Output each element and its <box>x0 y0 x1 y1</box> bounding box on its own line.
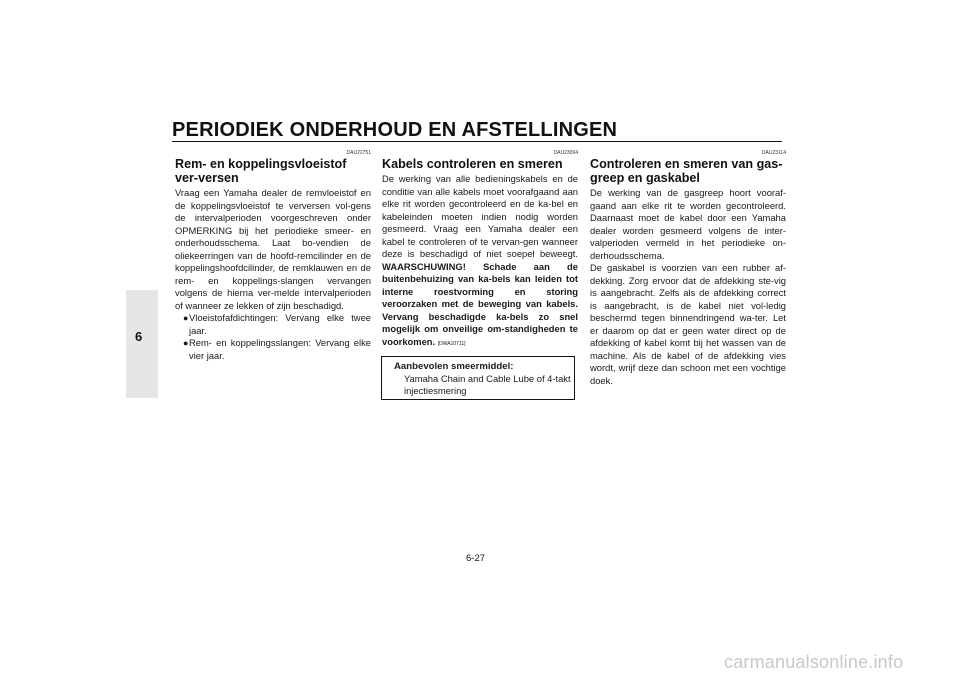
warning-code: [DWA10711] <box>437 340 466 347</box>
bullet-item <box>175 337 371 362</box>
page-number: 6-27 <box>466 553 486 564</box>
section-paragraph: De gaskabel is voorzien van een rubber af-dekking. Zorg ervoor dat de afdekking ste-vig is aangebracht. Zelfs als de afdekking correct is aangebracht, is de kabel niet vol-ledig beschermd tegen binnendringend wa-ter. Let er daarom op dat er geen water direct op de afdekking of kabel komt bij het wassen van de machine. Als de kabel of de afdekking vies wordt, wrijf deze dan schoon met een vochtige doek. <box>590 262 786 386</box>
bullet-text: Rem- en koppelingsslangen: Vervang elke vier jaar. <box>189 337 371 361</box>
warning-text: WAARSCHUWING! Schade aan de buitenbehuizing van ka-bels kan leiden tot interne roestvorming en storing veroorzaken met de beweging van kabels. Vervang beschadigde ka-bels zo snel mogelijk om onveilige om-standigheden te voorkomen. <box>382 260 578 347</box>
section-brake-clutch-fluid <box>175 150 371 362</box>
section-cables <box>382 150 578 350</box>
section-paragraph <box>382 173 578 350</box>
chapter-number: 6 <box>135 329 143 344</box>
paragraph-text: De werking van alle bedieningskabels en de conditie van alle kabels moet voorafgaand aan elke rit worden gecontroleerd en de ka-bel en kabeleinden moeten indien nodig worden gesmeerd. Vraag een Yamaha dealer een kabel te controleren of te vervan-gen wanneer deze is beschadigd of niet soepel beweegt. <box>382 173 578 259</box>
section-paragraph: Vraag een Yamaha dealer de remvloeistof en de koppelingsvloeistof te verversen vol-gens de intervalperioden voorgeschreven onder OPMERKING bij het periodieke smeer- en onderhoudsschema. Laat bo-vendien de oliekeerringen van de hoofd-remcilinder en de koppelingshoofdcilinder, de remklauwen en de rem- en koppelings-slangen vervangen volgens de hierna ver-melde intervalperioden of wanneer ze lekken of zijn beschadigd. <box>175 187 371 311</box>
section-heading: Kabels controleren en smeren <box>382 157 563 171</box>
watermark: carmanualsonline.info <box>724 652 904 672</box>
spec-value: Yamaha Chain and Cable Lube of 4-takt injectiesmering <box>404 373 571 396</box>
bullet-dot-icon: ● <box>183 338 189 348</box>
header-rule <box>172 141 782 142</box>
section-throttle-cable <box>590 150 786 387</box>
spec-title: Aanbevolen smeermiddel: <box>394 361 514 372</box>
section-code: DAU23114 <box>761 150 786 156</box>
section-heading: Controleren en smeren van gas-greep en gaskabel <box>590 157 783 185</box>
section-paragraph: De werking van de gasgreep hoort vooraf-gaand aan elke rit te worden gecontroleerd. Daarnaast moet de kabel door een Yamaha dealer worden gesmeerd volgens de inter-valperioden vermeld in het periodieke on-derhoudsschema. <box>590 187 786 261</box>
section-code: DAU22751 <box>346 150 371 156</box>
section-heading: Rem- en koppelingsvloeistof ver-versen <box>175 157 347 185</box>
bullet-text: Vloeistofafdichtingen: Vervang elke twee jaar. <box>189 312 371 336</box>
page-title: PERIODIEK ONDERHOUD EN AFSTELLINGEN <box>172 119 618 141</box>
section-code: DAU23094 <box>553 150 578 156</box>
chapter-tab <box>126 290 158 398</box>
bullet-item <box>175 312 371 337</box>
recommended-lubricant-box <box>381 356 575 400</box>
bullet-dot-icon: ● <box>183 313 189 323</box>
